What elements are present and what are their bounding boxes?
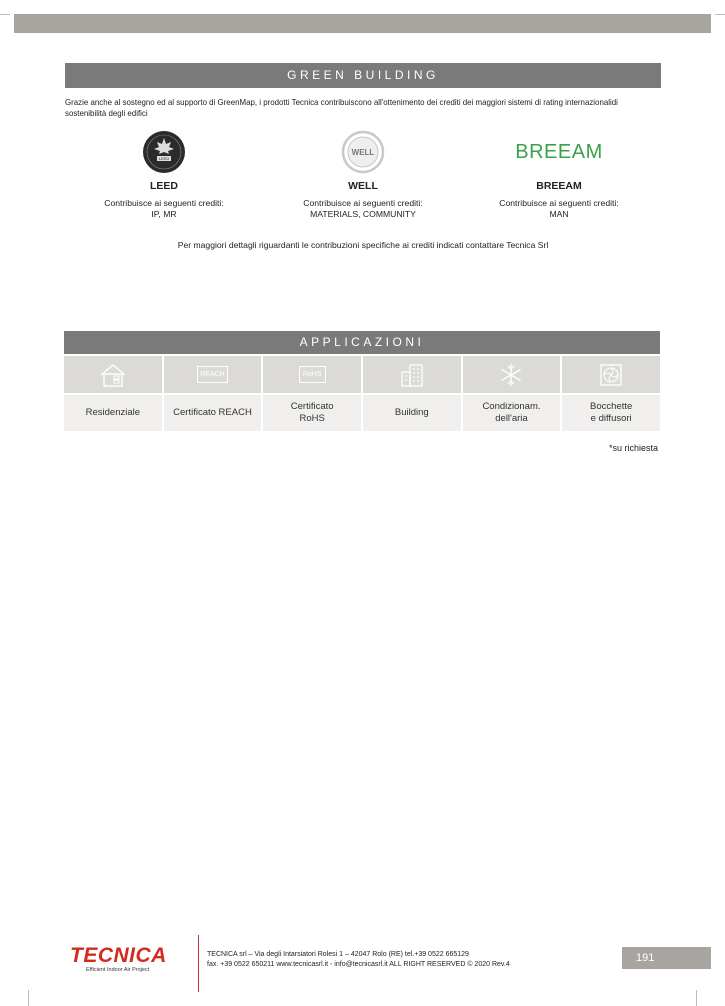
footer-contact [207, 950, 510, 969]
applicazioni-grid [64, 356, 660, 431]
app-icon-cell [64, 356, 162, 393]
green-building-title: GREEN BUILDING [287, 68, 439, 82]
tecnica-logo [70, 946, 167, 973]
cert-desc: Contribuisce ai seguenti crediti: MAN [499, 198, 619, 219]
leed-logo-icon [142, 130, 186, 174]
crop-mark [28, 990, 29, 1006]
breeam-logo-icon: BREEAM [515, 140, 603, 163]
green-building-note: Per maggiori dettagli riguardanti le contribuzioni specifiche ai crediti indicati contattare Tecnica Srl [177, 240, 549, 250]
app-icon-cell [463, 356, 561, 393]
green-building-intro: Grazie anche al sostegno ed al supporto di GreenMap, i prodotti Tecnica contribuiscono all'ottenimento dei crediti dei maggiori sistemi di rating internazionalidi sostenibilità degli edifici [65, 97, 618, 118]
cert-desc: Contribuisce ai seguenti crediti: IP, MR [104, 198, 224, 219]
diffuser-icon [598, 362, 624, 388]
app-label-residenziale: Residenziale [64, 395, 162, 431]
app-label-reach: Certificato REACH [164, 395, 262, 431]
building-icon [397, 362, 427, 388]
cert-well [273, 130, 453, 220]
svg-text:LEED: LEED [158, 156, 170, 162]
applicazioni-title: APPLICAZIONI [299, 335, 425, 349]
app-icon-cell [164, 356, 262, 393]
brand-name: TECNICA [70, 944, 167, 967]
footer-divider [198, 935, 199, 992]
brand-tagline: Efficient Indoor Air Project [86, 967, 150, 973]
app-label-rohs: Certificato RoHS [263, 395, 361, 431]
app-label-condizionamento: Condizionam. dell'aria [463, 395, 561, 431]
app-label-bocchette: Bocchette e diffusori [562, 395, 660, 431]
crop-mark [715, 14, 725, 15]
cert-name: BREEAM [536, 180, 582, 192]
cert-name: WELL [348, 180, 378, 192]
cert-name: LEED [149, 180, 178, 192]
svg-text:WELL: WELL [351, 148, 375, 157]
cert-desc: Contribuisce ai seguenti crediti: MATERIALS, COMMUNITY [303, 198, 423, 219]
app-icon-cell [562, 356, 660, 393]
app-label-building: Building [363, 395, 461, 431]
snowflake-icon [498, 362, 524, 388]
house-icon [98, 362, 128, 388]
cert-leed [74, 130, 254, 220]
applicazioni-header [64, 331, 660, 354]
rohs-icon: RoHS [299, 366, 326, 383]
app-icon-cell [363, 356, 461, 393]
footer-line2: fax. +39 0522 650211 www.tecnicasrl.it - info@tecnicasrl.it ALL RIGHT RESERVED © 2020 Rev.4 [207, 960, 510, 968]
footer-line1: TECNICA srl – Via degli Intarsiatori Rolesi 1 – 42047 Rolo (RE) tel.+39 0522 665129 [207, 951, 469, 958]
reach-icon: REACH [197, 366, 228, 383]
well-logo-icon [341, 130, 385, 174]
cert-breeam [469, 130, 649, 220]
page-number: 191 [622, 947, 711, 969]
crop-mark [696, 990, 697, 1006]
app-icon-cell [263, 356, 361, 393]
crop-mark [0, 14, 10, 15]
top-bar [14, 14, 711, 33]
green-building-header [65, 63, 661, 88]
su-richiesta-note: *su richiesta [608, 443, 658, 453]
